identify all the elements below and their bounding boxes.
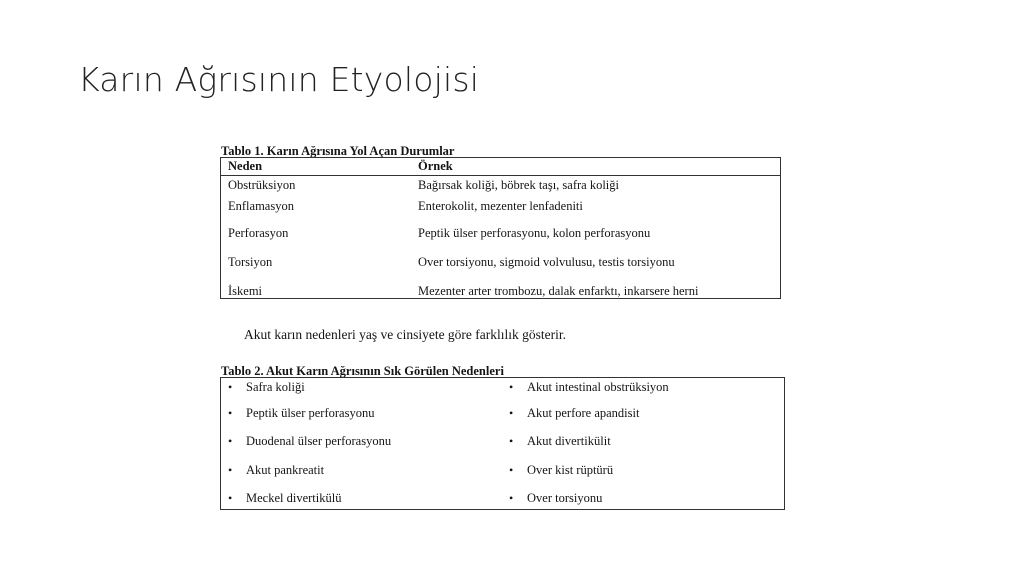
table1-cell-neden: Torsiyon — [228, 255, 273, 269]
list-item-label: Duodenal ülser perforasyonu — [246, 434, 392, 448]
table1-cell-ornek: Enterokolit, mezenter lenfadeniti — [418, 199, 583, 213]
list-item-label: Meckel divertikülü — [246, 491, 342, 505]
list-item — [509, 463, 613, 478]
table1-header-neden: Neden — [228, 159, 263, 173]
list-item — [228, 434, 391, 449]
list-item — [509, 434, 611, 449]
table1-cell-ornek: Mezenter arter trombozu, dalak enfarktı, inkarsere herni — [418, 284, 699, 298]
bullet-icon: • — [228, 380, 233, 394]
bullet-icon: • — [509, 491, 514, 505]
list-item-label: Peptik ülser perforasyonu — [246, 406, 375, 420]
list-item — [509, 406, 639, 421]
bullet-icon: • — [228, 406, 233, 420]
table2-caption: Tablo 2. Akut Karın Ağrısının Sık Görülen Nedenleri — [221, 364, 504, 378]
bullet-icon: • — [509, 406, 514, 420]
table1-caption: Tablo 1. Karın Ağrısına Yol Açan Durumlar — [221, 144, 455, 158]
bullet-icon: • — [228, 434, 233, 448]
table1-header-row — [221, 158, 780, 176]
bullet-icon: • — [228, 463, 233, 477]
table1-cell-ornek: Over torsiyonu, sigmoid volvulusu, testis torsiyonu — [418, 255, 675, 269]
list-item — [228, 380, 305, 395]
table1-header-ornek: Örnek — [418, 159, 453, 173]
list-item-label: Akut pankreatit — [246, 463, 325, 477]
list-item — [228, 463, 324, 478]
table1-cell-ornek: Peptik ülser perforasyonu, kolon perforasyonu — [418, 226, 651, 240]
bullet-icon: • — [228, 491, 233, 505]
table1-cell-neden: Enflamasyon — [228, 199, 294, 213]
list-item — [228, 491, 341, 506]
list-item — [509, 380, 669, 395]
table1-cell-neden: Obstrüksiyon — [228, 178, 296, 192]
list-item-label: Akut divertikülit — [527, 434, 611, 448]
list-item-label: Safra koliği — [246, 380, 305, 394]
bullet-icon: • — [509, 380, 514, 394]
list-item-label: Akut intestinal obstrüksiyon — [527, 380, 669, 394]
list-item-label: Akut perfore apandisit — [527, 406, 640, 420]
list-item — [509, 491, 602, 506]
table1-cell-ornek: Bağırsak koliği, böbrek taşı, safra koliği — [418, 178, 620, 192]
list-item-label: Over kist rüptürü — [527, 463, 614, 477]
list-item-label: Over torsiyonu — [527, 491, 603, 505]
table2 — [220, 377, 785, 510]
table1-cell-neden: Perforasyon — [228, 226, 289, 240]
slide-title: Karın Ağrısının Etyolojisi — [78, 60, 480, 99]
bullet-icon: • — [509, 434, 514, 448]
table1-cell-neden: İskemi — [228, 284, 263, 298]
bullet-icon: • — [509, 463, 514, 477]
table1 — [220, 157, 781, 299]
list-item — [228, 406, 374, 421]
note-text: Akut karın nedenleri yaş ve cinsiyete göre farklılık gösterir. — [244, 327, 567, 342]
